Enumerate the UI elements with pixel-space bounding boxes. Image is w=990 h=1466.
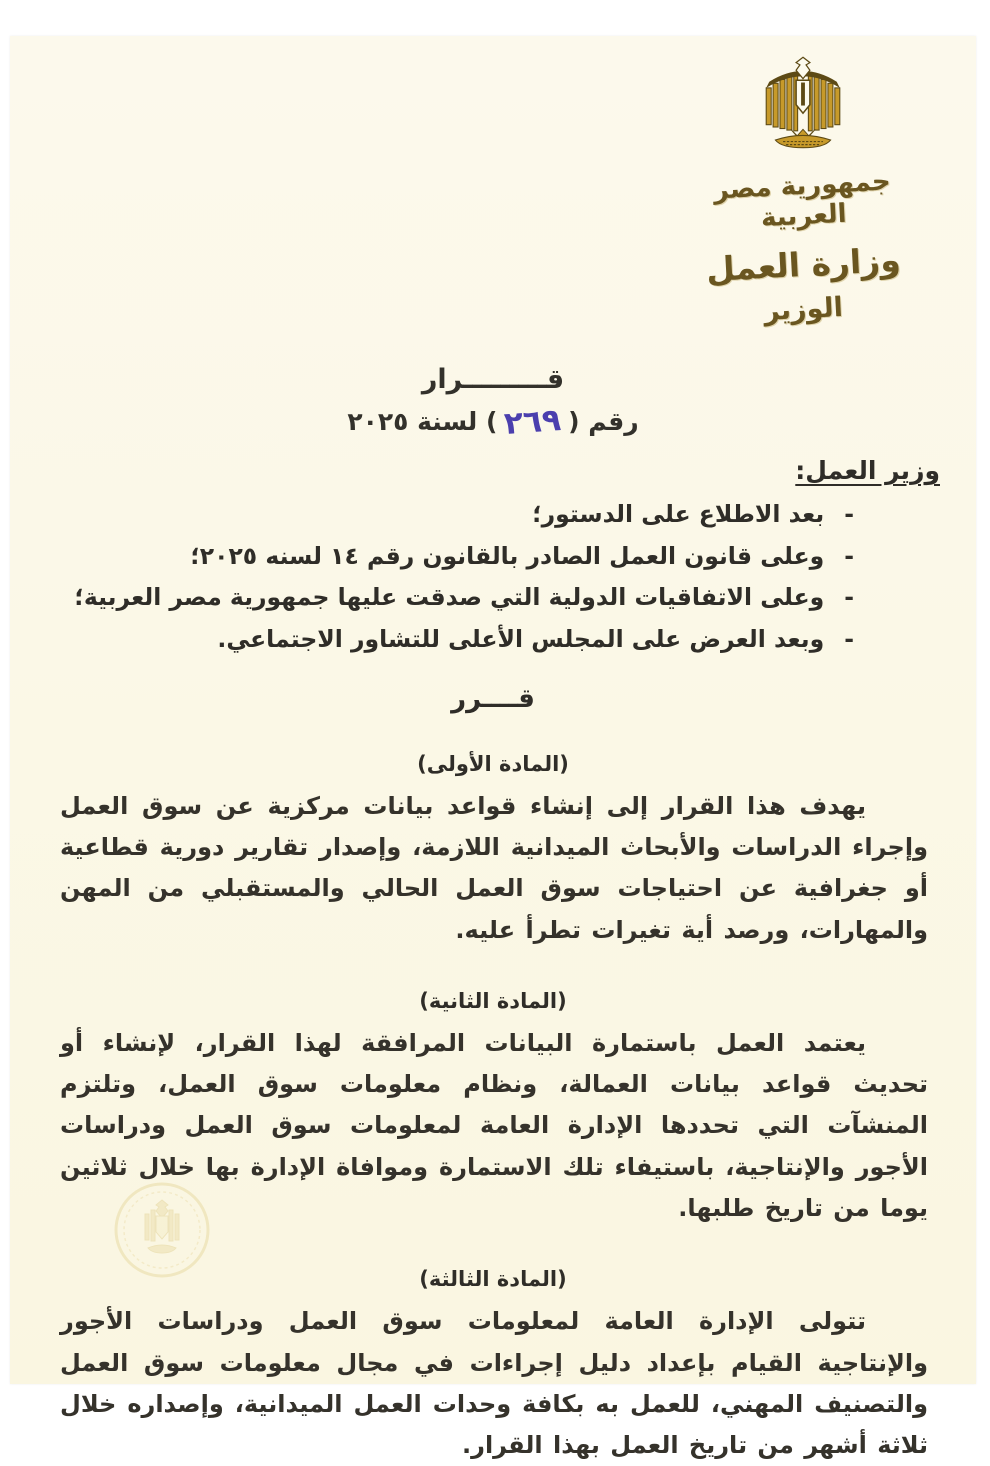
decision-word: قــــرر	[451, 683, 535, 714]
preamble-item-text: وعلى قانون العمل الصادر بالقانون رقم ١٤ لسنه ٢٠٢٥؛	[190, 541, 825, 570]
ministry-seal-watermark-icon	[112, 1178, 212, 1288]
article-2-body: يعتمد العمل باستمارة البيانات المرافقة لهذا القرار، لإنشاء أو تحديث قواعد بيانات العمالة، ونظام معلومات سوق العمل، وتلتزم المنشآت التي تحددها الإدارة العامة لمعلومات سوق العمل ودراسات الأجور والإنتاجية، باستيفاء تلك الاستمارة وموافاة الإدارة بها خلال ثلاثين يوما من تاريخ طلبها.	[60, 1028, 928, 1222]
preamble-item-text: وعلى الاتفاقيات الدولية التي صدقت عليها جمهورية مصر العربية؛	[74, 583, 825, 612]
decree-scanned-page	[10, 36, 976, 1460]
preamble-heading: وزير العمل:	[795, 456, 940, 485]
dash-bullet: -	[844, 583, 854, 612]
decree-number-prefix: رقم (	[568, 407, 639, 436]
egypt-eagle-emblem-icon	[757, 52, 849, 156]
article-3-heading: (المادة الثالثة)	[419, 1267, 567, 1292]
dash-bullet: -	[844, 625, 854, 654]
preamble-list	[54, 499, 854, 656]
letterhead-country: جمهورية مصر العربية	[712, 166, 892, 234]
decree-content	[10, 364, 976, 1466]
dash-bullet: -	[844, 500, 854, 528]
preamble-item	[54, 499, 854, 531]
dash-bullet: -	[844, 541, 854, 570]
preamble-item	[54, 541, 854, 573]
preamble-item-text: بعد الاطلاع على الدستور؛	[532, 500, 825, 528]
article-1-heading: (المادة الأولى)	[417, 751, 569, 776]
article-2-heading: (المادة الثانية)	[419, 988, 567, 1013]
letterhead-minister: الوزير	[762, 291, 844, 327]
preamble-item-text: وبعد العرض على المجلس الأعلى للتشاور الاجتماعي.	[217, 625, 825, 654]
decree-number-suffix: ) لسنة ٢٠٢٥	[347, 407, 498, 436]
decree-title: قـــــــــرار	[421, 364, 565, 395]
letterhead	[678, 52, 928, 325]
preamble-item	[54, 624, 854, 656]
decree-number-line	[10, 402, 976, 442]
letterhead-ministry: وزارة العمل	[704, 239, 902, 289]
preamble-item	[54, 582, 854, 614]
article-3-body: تتولى الإدارة العامة لمعلومات سوق العمل ودراسات الأجور والإنتاجية القيام بإعداد دليل إجراءات في مجال معلومات سوق العمل والتصنيف المهني، للعمل به بكافة وحدات العمل الميدانية، وإصداره خلال ثلاثة أشهر من تاريخ العمل بهذا القرار.	[60, 1307, 928, 1460]
article-1-body: يهدف هذا القرار إلى إنشاء قواعد بيانات مركزية عن سوق العمل وإجراء الدراسات والأبحاث الميدانية اللازمة، وإصدار تقارير دورية قطاعية أو جغرافية عن احتياجات سوق العمل الحالي والمستقبلي من المهن والمهارات، ورصد أية تغيرات تطرأ عليه.	[60, 791, 928, 944]
decree-number-handwritten: ٢٦٩	[503, 402, 563, 442]
